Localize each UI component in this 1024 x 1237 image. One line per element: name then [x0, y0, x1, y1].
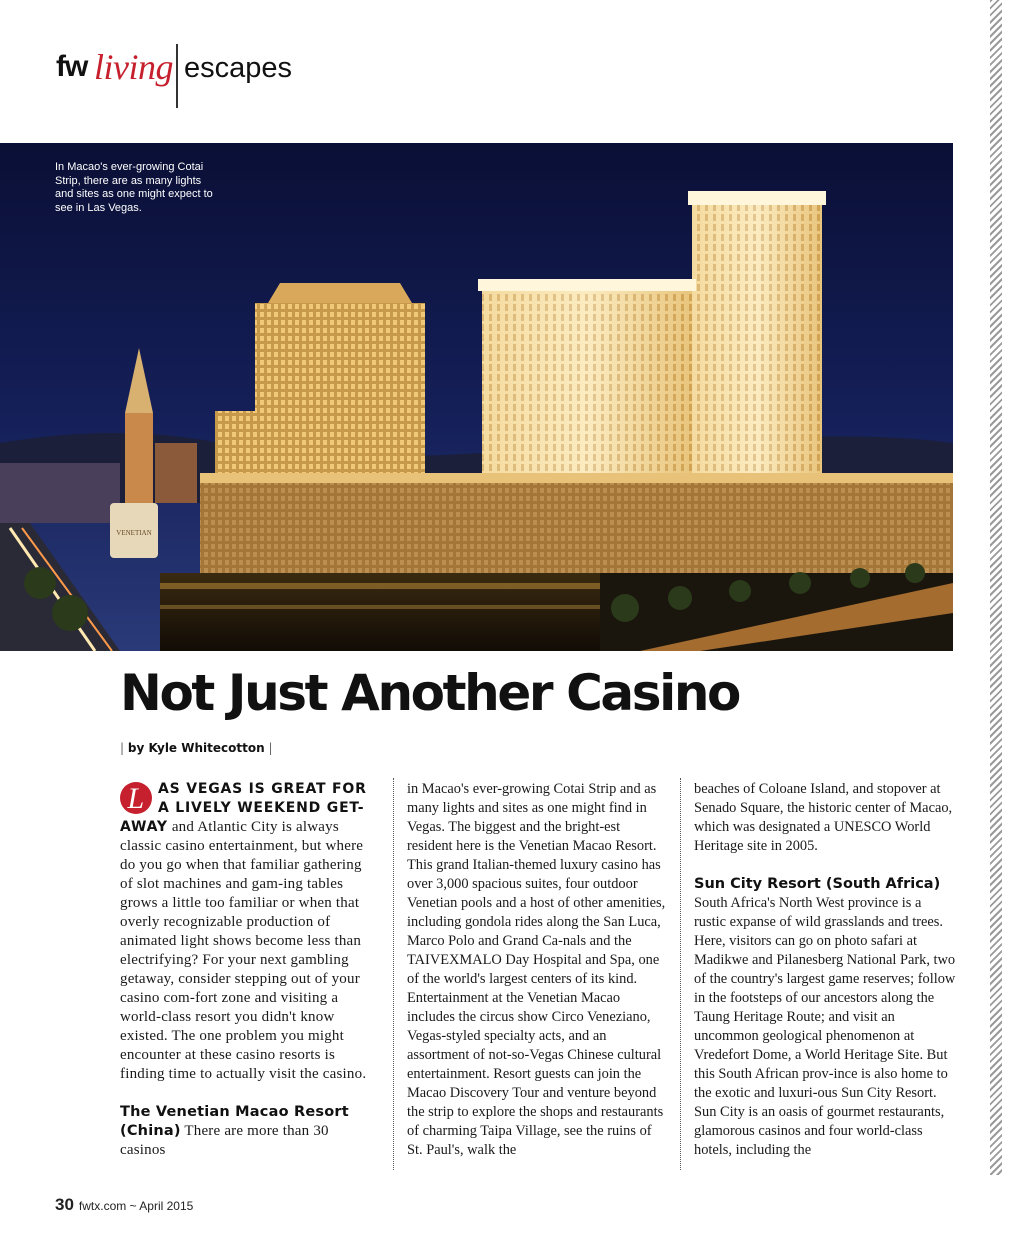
byline-pipe-right: |	[264, 741, 273, 755]
venetian-text-start: There are more than 30 casinos	[120, 1123, 329, 1158]
venetian-section-start	[120, 1103, 378, 1160]
intro-paragraph	[120, 780, 378, 1084]
byline-pipe-left: |	[120, 741, 128, 755]
brand-living: living	[94, 47, 173, 87]
column-rule-1	[393, 778, 394, 1170]
night-cityscape-illustration	[0, 143, 953, 651]
intro-text: and Atlantic City is always classic casino entertainment, but where do you go when that familiar gathering of slot machines and gam-ing tables grows a little too familiar or when that overly recognizable production of animated light shows become less than electrifying? For your next gambling getaway, consider stepping out of your casino com-fort zone and visiting a world-class resort you didn't know existed. The one problem you might encounter at these casino resorts is finding time to actually visit the casino.	[120, 819, 367, 1082]
lede-caps: AS VEGAS IS GREAT FOR A LIVELY WEEKEND GET-AWAY	[120, 781, 367, 835]
section-name: escapes	[184, 52, 293, 84]
column-rule-2	[680, 778, 681, 1170]
article-column-1	[120, 780, 378, 1160]
byline-prefix: by	[127, 741, 145, 755]
brand-divider	[176, 44, 178, 108]
sun-city-heading: Sun City Resort (South Africa)	[694, 876, 941, 892]
cotai-strip-night-photo	[0, 143, 953, 651]
drop-cap: L	[120, 782, 152, 814]
byline	[120, 741, 273, 755]
publication-date: fwtx.com ~ April 2015	[78, 1199, 194, 1213]
article-title: Not Just Another Casino	[120, 664, 739, 722]
article-column-2	[407, 780, 669, 1160]
article-column-3	[694, 780, 956, 1160]
page-number: 30	[55, 1195, 74, 1214]
venetian-heading: The Venetian Macao Resort (China)	[120, 1104, 349, 1139]
brand-fw: fw	[56, 50, 88, 83]
photo-caption: In Macao's ever-growing Cotai Strip, there are as many lights and sites as one might expect to see in Las Vegas.	[55, 161, 213, 214]
page-edge-hatching	[990, 0, 1002, 1175]
page-folio	[55, 1195, 193, 1215]
byline-author: Kyle Whitecotton	[148, 741, 265, 755]
venetian-text-continued: in Macao's ever-growing Cotai Strip and as many lights and sites as one might find in Vegas. The biggest and the bright-est resident here is the Venetian Macao Resort. This grand Italian-themed luxury casino has over 3,000 spacious suites, four outdoor Venetian pools and a host of other amenities, including gondola rides along the San Luca, Marco Polo and Grand Ca-nals and the TAIVEXMALO Day Hospital and Spa, one of the world's largest centers of its kind. Entertainment at the Venetian Macao includes the circus show Circo Veneziano, Vegas-styled specialty acts, and an assortment of not-so-Vegas Chinese cultural entertainment. Resort guests can join the Macao Discovery Tour and venture beyond the strip to explore the shops and restaurants of charming Taipa Village, see the ruins of St. Paul's, walk the	[407, 781, 666, 1158]
venetian-text-end: beaches of Coloane Island, and stopover at Senado Square, the historic center of Macao, which was designated a UNESCO World Heritage site in 2005.	[694, 781, 953, 854]
venetian-sign-text: VENETIAN	[116, 529, 152, 537]
sun-city-text: South Africa's North West province is a rustic expanse of wild grasslands and trees. Here, visitors can go on photo safari at Madikwe and Pilanesberg National Park, two of the country's largest game reserves; follow in the footsteps of our ancestors along the Taung Heritage Route; and visit an uncommon geological phenomenon at Vredefort Dome, a World Heritage Site. But this South African prov-ince is also home to the exotic and luxuri-ous Sun City Resort. Sun City is an oasis of gourmet restaurants, glamorous casinos and four world-class hotels, including the	[694, 895, 956, 1158]
